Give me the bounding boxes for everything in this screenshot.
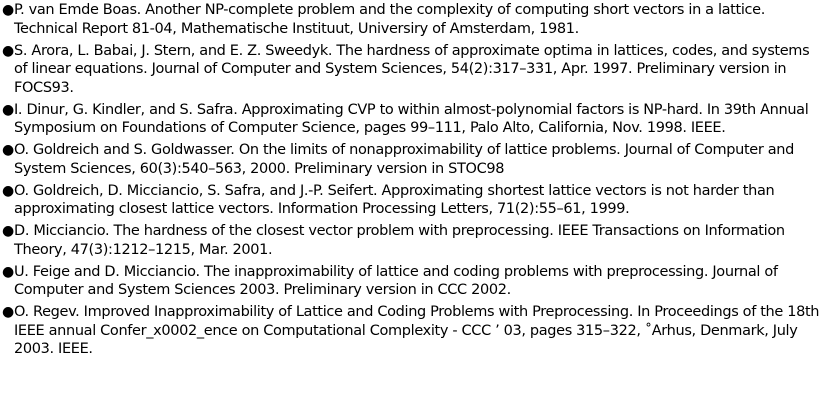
reference-item [2,1,826,38]
reference-text: S. Arora, L. Babai, J. Stern, and E. Z. Sweedyk. The hardness of approximate optima in lattices, codes, and systems of linear equations. Journal of Computer and System Sciences, 54(2):317–331, Apr. 1997. Preliminary version in FOCS93. [14,42,810,96]
bullet-icon: ● [2,182,14,199]
reference-text: P. van Emde Boas. Another NP-complete problem and the complexity of computing short vectors in a lattice. Technical Report 81-04, Mathematische Instituut, Universiry of Amsterdam, 1981. [14,2,765,37]
reference-list [2,1,826,362]
reference-item [2,101,826,138]
reference-text: O. Goldreich and S. Goldwasser. On the limits of nonapproximability of lattice problems. Journal of Computer and System Sciences, 60(3):540–563, 2000. Preliminary version in STOC98 [14,142,794,177]
bullet-icon: ● [2,42,14,59]
bullet-icon: ● [2,263,14,280]
reference-text: I. Dinur, G. Kindler, and S. Safra. Approximating CVP to within almost-polynomial factors is NP-hard. In 39th Annual Symposium on Foundations of Computer Science, pages 99–111, Palo Alto, California, Nov. 1998. IEEE. [14,101,809,136]
reference-text: O. Regev. Improved Inapproximability of Lattice and Coding Problems with Preprocessing. In Proceedings of the 18th IEEE annual Confer_x0002_ence on Computational Complexity - CCC ’ 03, pages 315–322, ˚Arhus, Denmark, July 2003. IEEE. [14,304,820,357]
reference-item [2,263,826,300]
reference-item [2,141,826,178]
reference-item [2,42,826,98]
reference-item [2,182,826,219]
reference-text: U. Feige and D. Micciancio. The inapproximability of lattice and coding problems with preprocessing. Journal of Computer and System Sciences 2003. Preliminary version in CCC 2002. [14,263,778,298]
bullet-icon: ● [2,223,14,239]
reference-item [2,222,826,259]
reference-item [2,303,826,359]
bullet-icon: ● [2,142,14,158]
bullet-icon: ● [2,101,14,118]
reference-text: D. Micciancio. The hardness of the closest vector problem with preprocessing. IEEE Transactions on Information Theory, 47(3):1212–1215, Mar. 2001. [14,223,785,258]
bullet-icon: ● [2,304,14,320]
reference-text: O. Goldreich, D. Micciancio, S. Safra, and J.-P. Seifert. Approximating shortest lattice vectors is not harder than approximating closest lattice vectors. Information Processing Letters, 71(2):55–61, 1999. [14,182,775,217]
bullet-icon: ● [2,2,14,18]
